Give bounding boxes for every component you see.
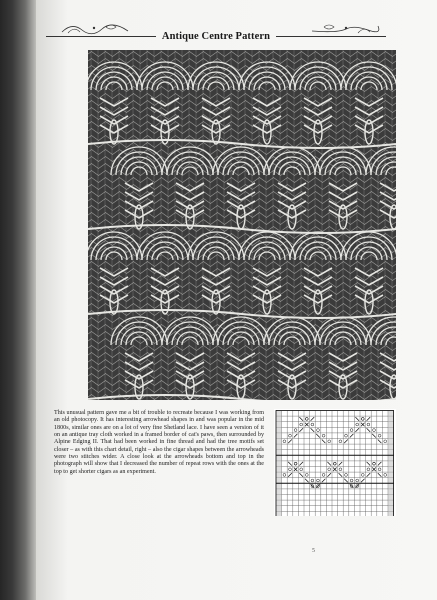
lace-thread-stroke	[152, 247, 178, 260]
lace-thread-stroke	[380, 380, 396, 388]
chart-symbol	[294, 434, 298, 438]
lace-thread-stroke	[278, 210, 306, 218]
chart-symbol	[305, 474, 308, 477]
lace-thread-stroke	[202, 125, 230, 133]
lace-thread-stroke	[253, 268, 281, 276]
lace-thread-stroke	[386, 337, 396, 345]
chart-symbol	[322, 434, 325, 437]
chart-symbol	[345, 434, 348, 437]
chart-symbol	[288, 462, 292, 466]
lace-thread-stroke	[290, 62, 346, 90]
lace-thread-stroke	[142, 67, 188, 90]
chart-symbol	[305, 479, 309, 483]
chart-symbol	[367, 428, 371, 432]
chart-symbol	[333, 462, 336, 465]
chart-symbol	[317, 479, 320, 482]
lace-thread-stroke	[355, 107, 383, 115]
chart-symbol	[384, 440, 387, 443]
chart-symbol	[356, 423, 359, 426]
chart-symbol	[373, 429, 376, 432]
lace-thread-stroke	[218, 152, 264, 175]
chart-symbol	[311, 428, 315, 432]
chart-symbol	[328, 468, 331, 471]
chart-symbol	[350, 434, 354, 438]
chart-symbol	[367, 417, 371, 421]
chart-symbol	[283, 440, 286, 443]
right-flourish-icon	[310, 20, 380, 38]
chart-symbol	[289, 468, 292, 471]
lace-thread-stroke	[125, 353, 153, 361]
chart-symbol	[276, 411, 282, 517]
chart-symbol	[299, 417, 303, 421]
lace-thread-stroke	[208, 82, 224, 90]
chart-symbol	[311, 423, 314, 426]
lace-thread-stroke	[259, 82, 275, 90]
book-binding	[0, 0, 36, 600]
chart-symbol	[322, 474, 325, 477]
chart-symbol	[378, 440, 382, 444]
lace-thread-stroke	[278, 183, 306, 191]
lace-thread-stroke	[176, 210, 204, 218]
chart-symbol	[378, 473, 382, 477]
lace-photograph	[88, 50, 396, 400]
chart-symbol	[311, 479, 314, 482]
header-rule-left	[46, 36, 156, 37]
knitting-chart-grid	[274, 409, 396, 516]
chart-symbol	[339, 462, 343, 466]
lace-thread-stroke	[125, 192, 153, 200]
chart-symbol	[344, 440, 348, 444]
lace-thread-stroke	[182, 337, 198, 345]
chart-symbol	[322, 440, 326, 444]
chart-symbol	[355, 417, 359, 421]
lace-thread-stroke	[125, 183, 153, 191]
lace-thread-stroke	[355, 268, 383, 276]
chart-symbol	[350, 429, 353, 432]
chart-symbol	[378, 434, 381, 437]
chart-symbol	[344, 479, 348, 483]
chart-symbol	[317, 429, 320, 432]
chart-symbol	[294, 462, 297, 465]
chart-symbol	[356, 479, 359, 482]
page-number: 5	[312, 548, 315, 554]
lace-thread-stroke	[264, 317, 320, 345]
chart-symbol	[361, 479, 365, 483]
chart-symbol	[345, 474, 348, 477]
chart-symbol	[378, 468, 381, 471]
lace-thread-stroke	[264, 147, 320, 175]
lace-thread-stroke	[202, 295, 230, 303]
chart-symbol	[300, 468, 303, 471]
lace-thread-stroke	[290, 232, 346, 260]
lace-thread-stroke	[244, 237, 290, 260]
chart-symbol	[339, 473, 343, 477]
chart-symbol	[367, 468, 370, 471]
chart-symbol	[384, 474, 387, 477]
chart-symbol	[388, 411, 394, 517]
chart-symbol	[283, 474, 286, 477]
chart-symbol	[361, 474, 364, 477]
chart-symbol	[305, 418, 308, 421]
lace-thread-stroke	[116, 152, 162, 175]
chart-symbol	[378, 462, 382, 466]
page-title: Antique Centre Pattern	[161, 30, 271, 42]
lace-thread-stroke	[253, 107, 281, 115]
knitting-chart	[274, 409, 396, 516]
chart-symbol	[311, 417, 315, 421]
chart-symbol	[288, 440, 292, 444]
lace-thread-stroke	[203, 77, 229, 90]
chart-symbol	[361, 418, 364, 421]
chart-symbol	[328, 440, 331, 443]
chart-symbol	[339, 468, 342, 471]
chart-symbol	[300, 423, 303, 426]
lace-pattern-image	[88, 50, 396, 400]
chart-symbol	[355, 428, 359, 432]
chart-symbol	[294, 429, 297, 432]
chart-symbol	[367, 423, 370, 426]
lace-thread-stroke	[213, 147, 269, 175]
chart-symbol	[373, 462, 376, 465]
chart-symbol	[299, 428, 303, 432]
chart-symbol	[350, 479, 353, 482]
lace-thread-stroke	[355, 295, 383, 303]
chart-symbol	[339, 440, 342, 443]
chart-symbol	[372, 434, 376, 438]
chart-symbol	[299, 473, 303, 477]
lace-thread-stroke	[213, 317, 269, 345]
chart-symbol	[288, 473, 292, 477]
chart-symbol	[367, 462, 371, 466]
chart-symbol	[299, 462, 303, 466]
chart-symbol	[367, 473, 371, 477]
chart-symbol	[322, 479, 326, 483]
lace-thread-stroke	[100, 295, 128, 303]
chart-symbol	[316, 434, 320, 438]
chart-symbol	[289, 434, 292, 437]
description-paragraph: This unusual pattern gave me a bit of trouble to recreate because I was working from an old photocopy. It has interesting arrowhead shapes in and was popular in the mid 1800s, similar ones are on a lot of very fine Shetland lace. I have seen a version of it on an antique tray cloth worked in a framed border of cat's paws, then surrounded by Alpine Edging II. That had been worked in fine thread and had the tree motifs set closer – as with this chart detail, right – also the cigar shapes between the arrowheads were two stitches wider. A close look at the arrowheads bottom and top in the photograph will show that I decreased the number of repeat rows with the ones at the top to get shorter cigars as an experiment.	[54, 410, 264, 475]
chart-symbol	[327, 462, 331, 466]
chart-symbol	[327, 473, 331, 477]
